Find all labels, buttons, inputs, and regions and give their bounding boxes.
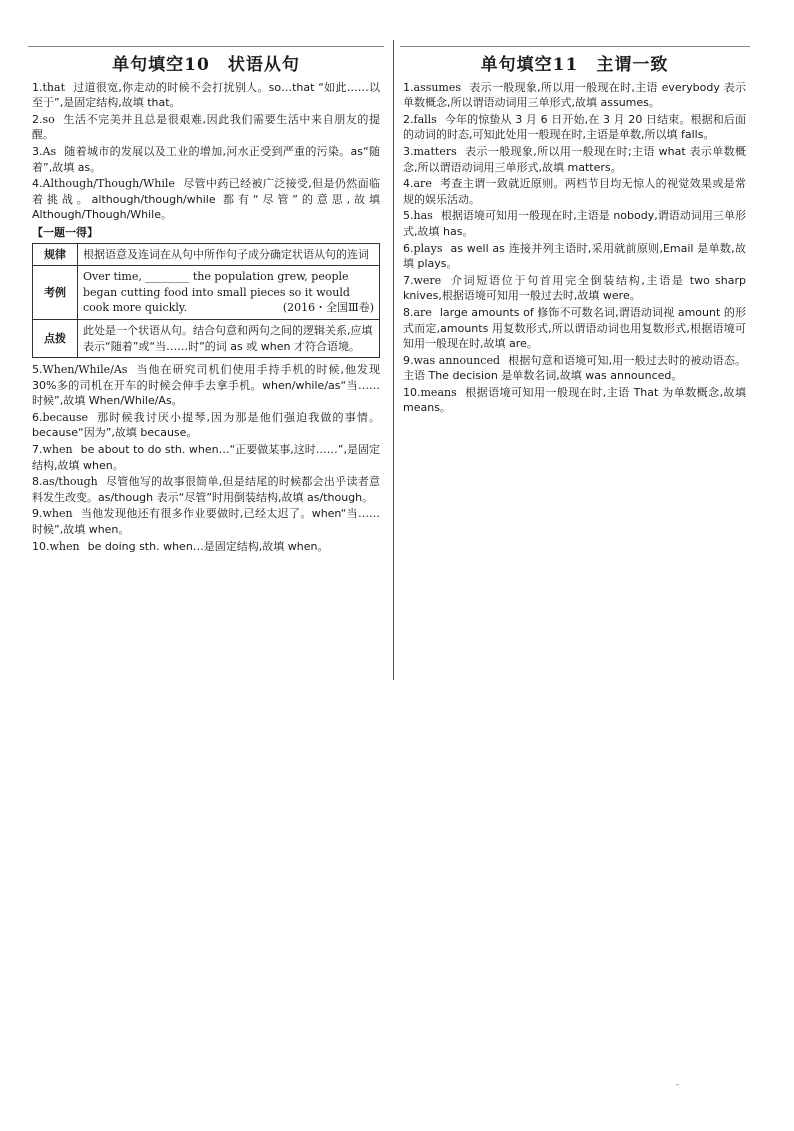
item-answer: because: [42, 410, 89, 424]
tip-row-point: [33, 319, 380, 357]
item-explanation: 表示一般现象,所以用一般现在时,主语 everybody 表示单数概念,所以谓语动词用三单形式,故填 assumes。: [403, 80, 746, 110]
item-answer: matters: [413, 144, 457, 158]
item-number: 8.: [32, 475, 43, 489]
answer-item: [32, 442, 380, 473]
right-title: 单句填空11 主谓一致: [480, 55, 669, 75]
item-answer: are: [413, 177, 432, 191]
item-explanation: 当他发现他还有很多作业要做时,已经太迟了。when“当……时候”,故填 when。: [32, 507, 380, 537]
example-source: (2016・全国Ⅲ卷): [282, 301, 374, 315]
item-answer: are: [413, 305, 432, 319]
item-explanation: 表示一般现象,所以用一般现在时;主语 what 表示单数概念,所以谓语动词用三单形式,故填 matters。: [403, 144, 746, 174]
item-answer: assumes: [413, 80, 462, 94]
item-answer: falls: [413, 112, 437, 126]
item-explanation: 考查主谓一致就近原则。两档节目均无惊人的视觉效果或是常规的娱乐活动。: [403, 177, 746, 206]
item-answer: that: [42, 80, 65, 94]
item-explanation: 那时候我讨厌小提琴,因为那是他们强迫我做的事情。because“因为”,故填 because。: [32, 410, 380, 440]
item-explanation: 当他在研究司机们使用手持手机的时候,他发现 30%多的司机在开车的时候会伸手去拿手机。when/while/as“当……时候”,故填 When/While/As。: [32, 363, 380, 408]
item-answer: so: [42, 112, 55, 126]
example-label: 考例: [33, 266, 78, 320]
item-number: 2.: [32, 112, 43, 126]
item-answer: as/though: [42, 475, 98, 489]
item-answer: were: [413, 273, 442, 287]
answer-item: [403, 208, 746, 239]
item-answer: As: [42, 144, 57, 158]
item-explanation: 过道很宽,你走动的时候不会打扰别人。so…that “如此……以至于”,是固定结构,故填 that。: [32, 80, 380, 110]
item-answer: when: [49, 539, 80, 553]
item-explanation: be doing sth. when…是固定结构,故填 when。: [87, 539, 329, 553]
answer-item: [403, 144, 746, 175]
item-number: 6.: [403, 241, 414, 255]
column-divider: [393, 40, 394, 680]
answer-item: [403, 305, 746, 352]
item-answer: when: [42, 507, 73, 521]
item-number: 5.: [32, 363, 43, 377]
item-explanation: 生活不完美并且总是很艰难,因此我们需要生活中来自朋友的提醒。: [32, 112, 380, 142]
example-cell: [78, 266, 380, 320]
right-column: [403, 55, 746, 417]
item-explanation: 尽管他写的故事很简单,但是结尾的时候都会出乎读者意料发生改变。as/though 表示“尽管”时用倒装结构,故填 as/though。: [32, 475, 380, 504]
left-title: 单句填空10 状语从句: [112, 55, 300, 75]
right-items: [403, 80, 746, 416]
answer-item: [403, 176, 746, 207]
answer-item: [32, 474, 380, 505]
item-explanation: 随着城市的发展以及工业的增加,河水正受到严重的污染。as“随着”,故填 as。: [32, 144, 380, 174]
point-text: 此处是一个状语从句。结合句意和两句之间的逻辑关系,应填表示“随着”或“当……时”的词 as 或 when 才符合语境。: [78, 319, 380, 357]
item-answer: Although/Though/While: [42, 177, 175, 191]
answer-item: [403, 385, 746, 416]
item-explanation: be about to do sth. when…“正要做某事,这时……”,是固定结构,故填 when。: [32, 443, 380, 472]
page-mark: -: [676, 1080, 679, 1089]
item-number: 9.: [32, 507, 43, 521]
item-number: 3.: [32, 144, 43, 158]
rule-label: 规律: [33, 243, 78, 266]
item-number: 10.: [403, 385, 421, 399]
tip-row-example: [33, 266, 380, 320]
item-explanation: 根据句意和语境可知,用一般过去时的被动语态。主语 The decision 是单数名词,故填 was announced。: [403, 353, 746, 383]
item-number: 7.: [403, 273, 414, 287]
item-number: 6.: [32, 410, 43, 424]
item-number: 3.: [403, 144, 414, 158]
item-answer: was announced: [413, 353, 501, 367]
item-explanation: 根据语境可知用一般现在时,主语 That 为单数概念,故填 means。: [403, 385, 746, 415]
answer-item: [32, 80, 380, 111]
rule-text: 根据语意及连词在从句中所作句子成分确定状语从句的连词: [78, 243, 380, 266]
answer-item: [403, 273, 746, 304]
item-explanation: 根据语境可知用一般现在时,主语是 nobody,谓语动词用三单形式,故填 has。: [403, 209, 746, 238]
point-label: 点拨: [33, 319, 78, 357]
item-number: 1.: [403, 80, 414, 94]
item-number: 9.: [403, 353, 414, 367]
item-number: 2.: [403, 112, 414, 126]
left-column: [32, 55, 380, 555]
answer-item: [32, 506, 380, 537]
item-explanation: 介词短语位于句首用完全倒装结构,主语是 two sharp knives,根据语境可知用一般过去时,故填 were。: [403, 273, 746, 303]
item-number: 4.: [403, 177, 414, 191]
answer-item: [32, 362, 380, 409]
item-explanation: 今年的惊蛰从 3 月 6 日开始,在 3 月 20 日结束。根据和后面的动词的时态,可知此处用一般现在时,主语是单数,所以填 falls。: [403, 112, 746, 142]
item-answer: means: [420, 385, 457, 399]
answer-item: [403, 80, 746, 111]
tip-row-rule: [33, 243, 380, 266]
answer-item: [403, 241, 746, 272]
item-number: 7.: [32, 443, 43, 457]
item-explanation: large amounts of 修饰不可数名词,谓语动词视 amount 的形式而定,amounts 用复数形式,所以谓语动词也用复数形式,根据语境可知用一般现在时,故填 are。: [403, 305, 746, 351]
item-answer: has: [413, 209, 433, 223]
item-explanation: 尽管中药已经被广泛接受,但是仍然面临着挑战。although/though/while 都有“尽管”的意思,故填 Although/Though/While。: [32, 177, 380, 222]
example-text: Over time, ________ the population grew, people began cutting food into small pieces so it would cook more quickly.: [83, 270, 350, 315]
tip-table: [32, 243, 380, 359]
answer-item: [32, 144, 380, 175]
item-number: 8.: [403, 305, 414, 319]
item-number: 4.: [32, 177, 43, 191]
item-number: 10.: [32, 539, 50, 553]
item-answer: when: [42, 443, 73, 457]
item-number: 1.: [32, 80, 43, 94]
item-explanation: as well as 连接并列主语时,采用就前原则,Email 是单数,故填 plays。: [403, 241, 746, 271]
answer-item: [403, 112, 746, 143]
top-rule-right: [400, 46, 750, 47]
answer-item: [32, 176, 380, 223]
answer-item: [403, 353, 746, 384]
item-answer: When/While/As: [42, 363, 128, 377]
top-rule-left: [28, 46, 384, 47]
answer-item: [32, 410, 380, 441]
item-answer: plays: [413, 241, 443, 255]
answer-item: [32, 112, 380, 143]
item-number: 5.: [403, 209, 414, 223]
left-items-a: [32, 80, 380, 223]
left-items-b: [32, 362, 380, 554]
section-title: 【一题一得】: [32, 225, 98, 239]
answer-item: [32, 539, 380, 555]
